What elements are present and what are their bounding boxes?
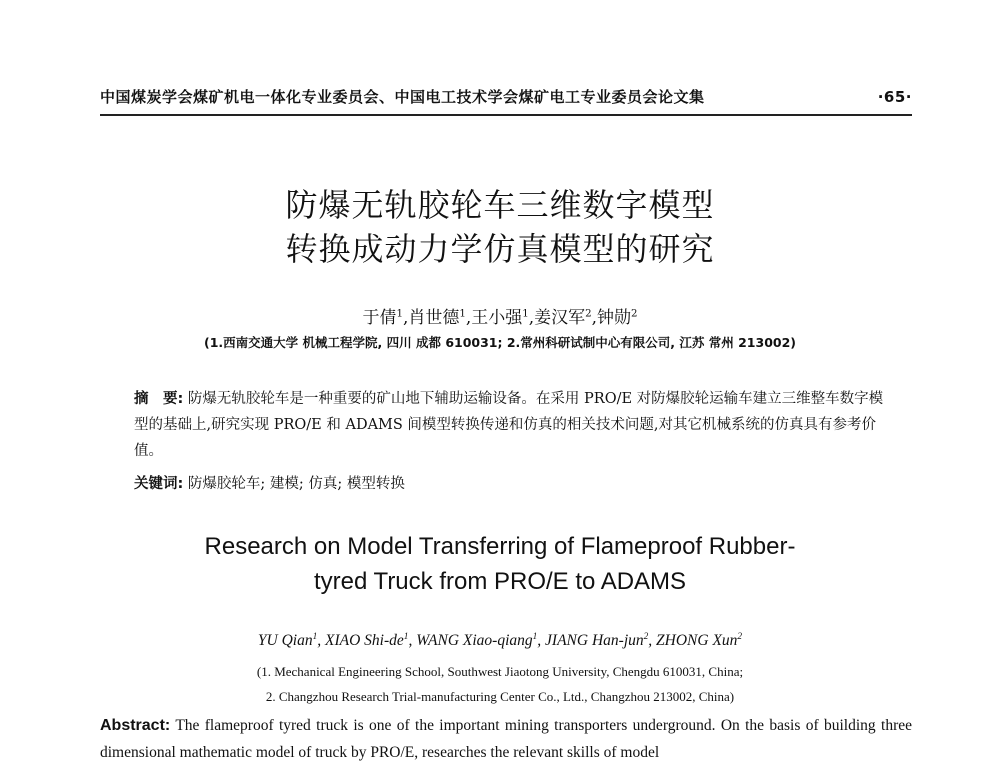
- author-en: ZHONG Xun: [656, 632, 738, 650]
- abstract-en-label: Abstract:: [100, 717, 171, 734]
- abstract-en: [100, 712, 912, 766]
- abstract-cn-text: 防爆无轨胶轮车是一种重要的矿山地下辅助运输设备。在采用 PRO/E 对防爆胶轮运输车建立三维整车数字模型的基础上,研究实现 PRO/E 和 ADAMS 间模型转换传递和仿真的相关技术问题,对其它机械系统的仿真具有参考价值。: [134, 391, 884, 459]
- author-sup: 2: [737, 632, 743, 642]
- author-sup: 2: [643, 632, 649, 642]
- author-sup: 2: [631, 308, 638, 320]
- keywords-cn-label: 关键词:: [134, 476, 184, 492]
- running-header: [100, 86, 912, 107]
- title-en-line2: tyred Truck from PRO/E to ADAMS: [313, 568, 687, 595]
- author-sup: 1: [396, 308, 403, 320]
- author-cn: 王小强: [471, 308, 523, 328]
- journal-name: 中国煤炭学会煤矿机电一体化专业委员会、中国电工技术学会煤矿电工专业委员会论文集: [100, 88, 705, 106]
- author-sup: 1: [403, 632, 409, 642]
- header-rule: [100, 114, 912, 116]
- keywords-cn: [134, 472, 894, 493]
- abstract-cn-label: 摘 要:: [134, 391, 184, 407]
- affiliation-cn: (1.西南交通大学 机械工程学院, 四川 成都 610031; 2.常州科研试制中心有限公司, 江苏 常州 213002): [204, 335, 796, 350]
- author-en: YU Qian: [257, 632, 313, 650]
- keywords-cn-text: 防爆胶轮车; 建模; 仿真; 模型转换: [187, 476, 405, 492]
- author-en: WANG Xiao-qiang: [416, 632, 533, 650]
- page-number: ·65·: [877, 88, 912, 106]
- affiliation-en-line1: (1. Mechanical Engineering School, Southwest Jiaotong University, Chengdu 610031, China;: [256, 664, 744, 679]
- author-cn: 钟勋: [597, 308, 632, 328]
- title-cn-line2: 转换成动力学仿真模型的研究: [285, 230, 715, 268]
- title-cn-line1: 防爆无轨胶轮车三维数字模型: [285, 186, 715, 224]
- author-sup: 1: [459, 308, 466, 320]
- title-en-line1: Research on Model Transferring of Flameproof Rubber-: [204, 533, 796, 560]
- authors-cn: 于倩$^1$,肖世德$^1$,王小强$^1$,姜汉军$^2$,钟勋$^2$: [362, 308, 638, 328]
- author-sup: 1: [522, 308, 529, 320]
- affiliation-en-line2: 2. Changzhou Research Trial-manufacturing Center Co., Ltd., Changzhou 213002, China): [265, 689, 735, 704]
- author-cn: 肖世德: [408, 308, 460, 328]
- abstract-en-text: The flameproof tyred truck is one of the important mining transporters underground. On the basis of building three dimensional mathematic model of truck by PRO/E, researches the relevant skills of model: [100, 717, 912, 761]
- author-sup: 1: [312, 632, 318, 642]
- authors-en: YU Qian$^1$, XIAO Shi-$de^1$, WANG Xiao-qiang$^1$, JIANG Han-jun$^2$, ZHONG Xun$^2$: [257, 632, 743, 650]
- author-sup: 2: [585, 308, 592, 320]
- author-sup: 1: [532, 632, 538, 642]
- author-cn: 姜汉军: [534, 308, 586, 328]
- abstract-cn: [134, 386, 894, 464]
- author-en: XIAO Shi-de: [325, 632, 404, 650]
- author-cn: 于倩: [362, 308, 397, 328]
- author-en: JIANG Han-jun: [545, 632, 644, 650]
